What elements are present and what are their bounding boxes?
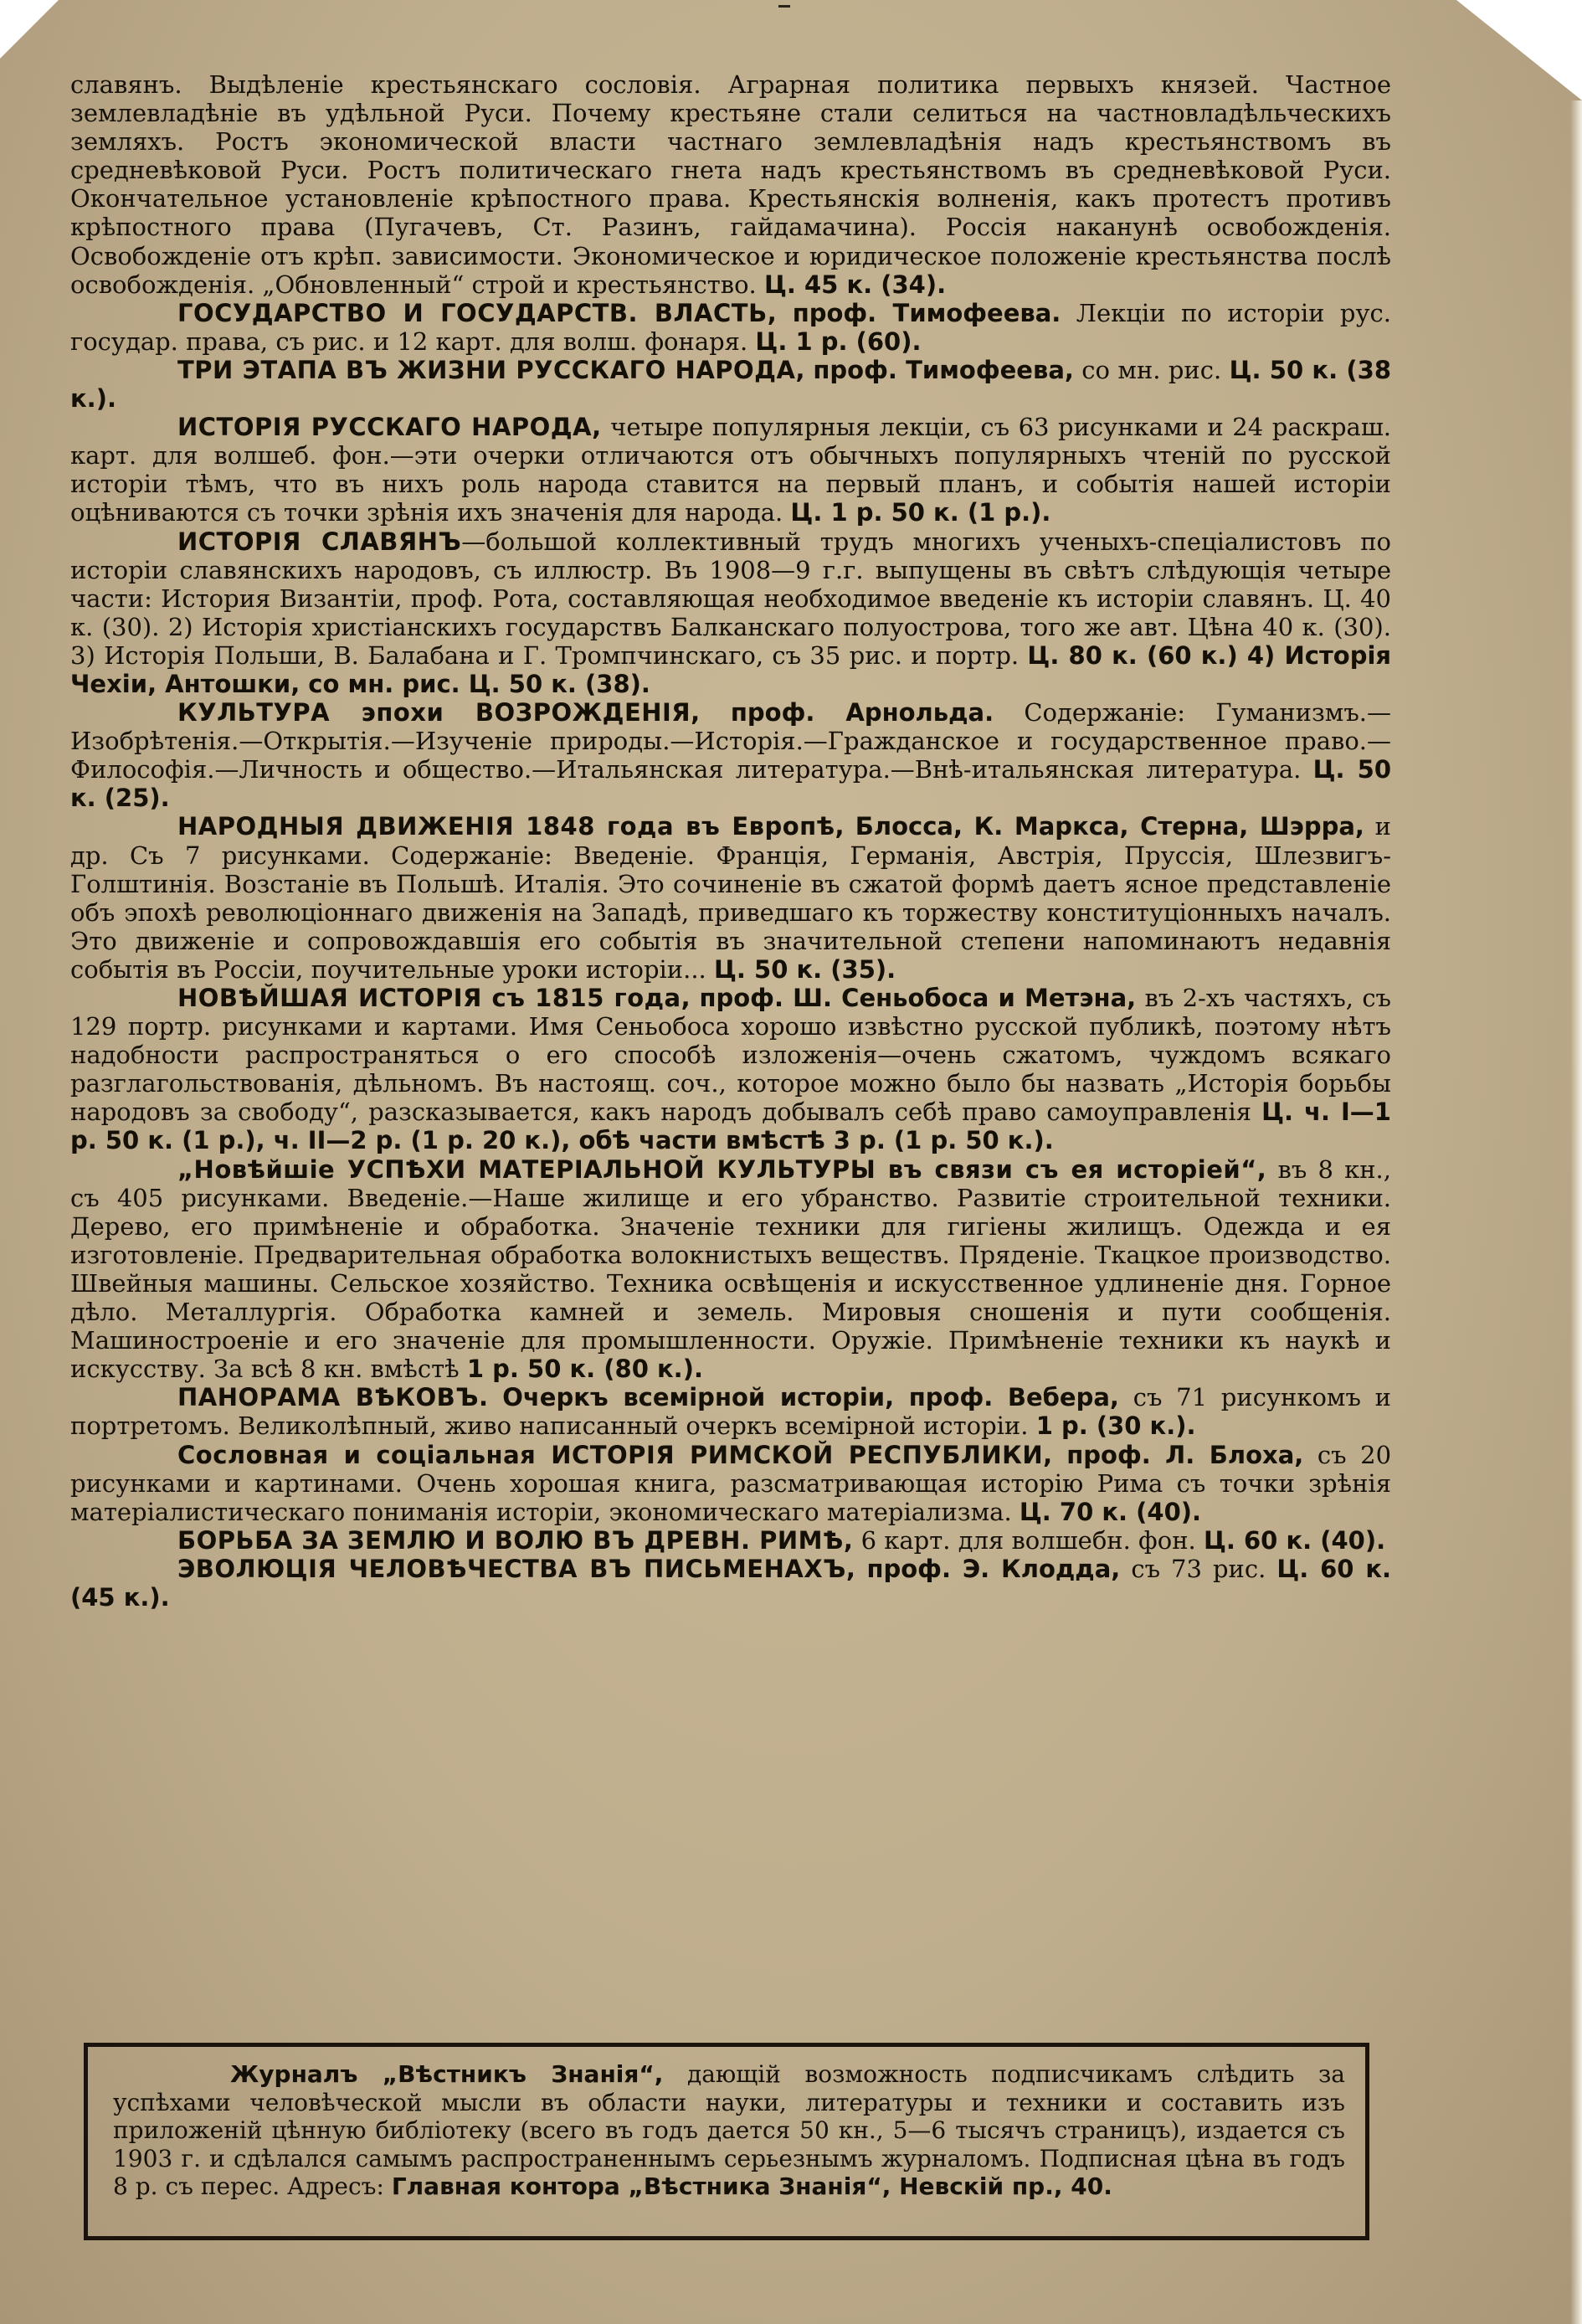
entry-title: ГОСУДАРСТВО И ГОСУДАРСТВ. ВЛАСТЬ, — [177, 298, 778, 327]
journal-notice — [113, 2060, 1345, 2201]
journal-address: Главная контора „Вѣстника Знанія“, Невскій пр., 40. — [391, 2172, 1112, 2200]
entry-land-struggle-rome — [70, 1526, 1391, 1555]
entry-author: проф. Л. Блоха, — [1066, 1440, 1304, 1469]
entry-roman-republic — [70, 1441, 1391, 1526]
entry-title: ИСТОРІЯ СЛАВЯНЪ — [177, 527, 462, 556]
entry-panorama-of-ages — [70, 1383, 1391, 1440]
entry-author: проф. Ш. Сеньобоса и Метэна, — [699, 984, 1137, 1012]
entry-author: проф. Арнольда. — [730, 698, 994, 728]
entry-price: 1 р. (30 к.). — [1035, 1411, 1196, 1441]
entry-three-stages — [70, 356, 1391, 413]
entry-price: Ц. 70 к. (40). — [1019, 1497, 1202, 1526]
page-edge — [1570, 100, 1582, 2324]
entry-title: БОРЬБА ЗА ЗЕМЛЮ И ВОЛЮ ВЪ ДРЕВН. РИМѢ, — [177, 1525, 854, 1555]
page-corner-left — [0, 0, 59, 59]
entry-slavs-history — [70, 527, 1391, 699]
entry-author: проф. Э. Клодда, — [866, 1554, 1121, 1583]
entry-price: Ц. 80 к. (60 к.) 4) Исторія Чехіи, Антошки, со мн. рис. Ц. 50 к. (38). — [70, 640, 1392, 698]
entry-description: въ 8 кн., съ 405 рисунками. Введеніе.—Наше жилище и его убранство. Развитіе строительной техники. Дерево, его примѣненіе и обработка. Значеніе техники для гигіены жилищъ. Одежда и ея изготовленіе. Предварительная обработка волокнистыхъ веществъ. Пряденіе. Ткацкое производство. Швейныя машины. Сельское хозяйство. Техника освѣщенія и искусственное удлиненіе дня. Горное дѣло. Металлургія. Обработка камней и земель. Мировыя сношенія и пути сообщенія. Машиностроеніе и его значеніе для промышленности. Оружіе. Примѣненіе техники къ наукѣ и искусству. За всѣ 8 кн. вмѣстѣ — [70, 1154, 1391, 1384]
intro-text: славянъ. Выдѣленіе крестьянскаго сословія. Аграрная политика первыхъ князей. Частное землевладѣніе въ удѣльной Руси. Почему крестьяне стали селиться на частновладѣльческихъ земляхъ. Ростъ экономической власти частнаго землевладѣнія надъ крестьянствомъ въ средневѣковой Руси. Ростъ политическаго гнета надъ крестьянствомъ въ средневѣковой Руси. Окончательное установленіе крѣпостного права. Крестьянскія волненія, какъ протестъ противъ крѣпостного права (Пугачевъ, Ст. Разинъ, гайдамачина). Россія наканунѣ освобожденія. Освобожденіе отъ крѣп. зависимости. Экономическое и юридическое положеніе крестьянства послѣ освобожденія. „Обновленный“ строй и крестьянство. — [70, 70, 1391, 299]
entry-title: ИСТОРІЯ РУССКАГО НАРОДА, — [177, 413, 602, 442]
entry-title: НОВѢЙШАЯ ИСТОРІЯ съ 1815 года, — [177, 984, 691, 1012]
entry-description: со мн. рис. — [1081, 355, 1222, 384]
entry-author: Очеркъ всемірной исторіи, проф. Вебера, — [502, 1383, 1119, 1412]
entry-modern-history — [70, 984, 1391, 1155]
entry-renaissance-culture — [70, 698, 1391, 812]
intro-price: Ц. 45 к. (34). — [763, 270, 947, 299]
entry-price: Ц. 1 р. (60). — [755, 326, 922, 356]
entry-description: съ 71 рисункомъ и портретомъ. Великолѣпный, живо написанный очеркъ всемірной исторіи. — [70, 1383, 1392, 1441]
journal-description: дающій возможность подписчикамъ слѣдить за успѣхами человѣческой мысли въ области науки, литературы и техники и составить изъ приложеній цѣнную библіотеку (всего въ годъ дается 50 кн., 5—6 тысячъ страницъ), издается съ 1903 г. и сдѣлался самымъ распространеннымъ серьезнымъ журналомъ. Подписная цѣна въ годъ 8 р. съ перес. Адресъ: — [113, 2060, 1345, 2200]
entry-description: Содержаніе: Гуманизмъ.—Изобрѣтенія.—Открытія.—Изученіе природы.—Исторія.—Гражданское и государственное право.—Философія.—Личность и общество.—Итальянская литература.—Внѣ-итальянская литература. — [70, 698, 1392, 784]
entry-title: КУЛЬТУРА эпохи ВОЗРОЖДЕНІЯ, — [177, 698, 701, 728]
entry-title: НАРОДНЫЯ ДВИЖЕНІЯ 1848 года въ Европѣ, — [177, 812, 845, 841]
page-corner-right — [1456, 0, 1582, 100]
entry-description: съ 73 рис. — [1131, 1554, 1266, 1583]
entry-price: Ц. 60 к. (40). — [1203, 1525, 1386, 1555]
entry-description: и др. Съ 7 рисунками. Содержаніе: Введеніе. Франція, Германія, Австрія, Пруссія, Шлезвигъ-Голштинія. Возстаніе въ Польшѣ. Италія. Это сочиненіе въ сжатой формѣ даетъ ясное представленіе объ эпохѣ революціоннаго движенія на Западѣ, приведшаго къ торжеству конституціонныхъ началъ. Это движеніе и сопровождавшія его событія въ значительной степени напоминаютъ недавнія событія въ Россіи, поучительные уроки исторіи... — [70, 812, 1391, 984]
entry-price: Ц. 60 к. (45 к.). — [70, 1554, 1392, 1612]
entry-title: Сословная и соціальная ИСТОРІЯ РИМСКОЙ РЕСПУБЛИКИ, — [177, 1440, 1053, 1469]
entry-description: съ 20 рисунками и картинами. Очень хорошая книга, разсматривающая исторію Рима съ точки зрѣнія матеріалистическаго пониманія исторіи, экономическаго матеріализма. — [70, 1440, 1392, 1526]
entry-price: Ц. 1 р. 50 к. (1 р.). — [790, 498, 1051, 527]
entry-price: Ц. 50 к. (38 к.). — [70, 355, 1391, 414]
journal-notice-box — [84, 2043, 1369, 2240]
entry-price: 1 р. 50 к. (80 к.). — [466, 1355, 703, 1384]
entry-title: ТРИ ЭТАПА ВЪ ЖИЗНИ РУССКАГО НАРОДА, — [177, 355, 805, 384]
entry-description: четыре популярныя лекціи, съ 63 рисунками и 24 раскраш. карт. для волшеб. фон.—эти очерки отличаются отъ обычныхъ популярныхъ чтеній по русской исторіи тѣмъ, что въ нихъ роль народа ставится на первый планъ, и событія нашей исторіи оцѣниваются съ точки зрѣнія ихъ значенія для народа. — [70, 413, 1391, 527]
entry-evolution-writing — [70, 1555, 1391, 1612]
entry-price: Ц. ч. I—1 р. 50 к. (1 р.), ч. II—2 р. (1 р. 20 к.), обѣ части вмѣстѣ 3 р. (1 р. 50 к.). — [70, 1098, 1391, 1155]
entry-description: 6 карт. для волшебн. фон. — [860, 1525, 1196, 1555]
top-mark — [778, 5, 790, 8]
journal-title: Журналъ „Вѣстникъ Знанія“, — [230, 2060, 664, 2088]
entry-author: проф. Тимофеева, — [813, 355, 1074, 384]
entry-description: —большой коллективный трудъ многихъ ученыхъ-спеціалистовъ по исторіи славянскихъ народовъ, съ иллюстр. Въ 1908—9 г.г. выпущены въ свѣтъ слѣдующія четыре части: История Византіи, проф. Рота, составляющая необходимое введеніе къ исторіи славянъ. Ц. 40 к. (30). 2) Исторія христіанскихъ государствъ Балканскаго полуострова, того же авт. Цѣна 40 к. (30). 3) Исторія Польши, В. Балабана и Г. Тромпчинскаго, съ 35 рис. и портр. — [70, 527, 1391, 670]
entry-author: Блосса, К. Маркса, Стерна, Шэрра, — [855, 812, 1364, 841]
entry-price: Ц. 50 к. (25). — [70, 755, 1392, 813]
entry-russian-people-history — [70, 413, 1391, 527]
entry-description: Лекціи по исторіи рус. государ. права, съ рис. и 12 карт. для волш. фонаря. — [70, 298, 1392, 356]
entry-title: „Новѣйшіе УСПѢХИ МАТЕРІАЛЬНОЙ КУЛЬТУРЫ въ связи съ ея исторіей“, — [177, 1154, 1267, 1184]
entry-1848-movements — [70, 812, 1391, 984]
intro-paragraph — [70, 70, 1391, 299]
entry-material-culture — [70, 1155, 1391, 1384]
entry-author: проф. Тимофеева. — [792, 298, 1061, 327]
catalog-text — [70, 70, 1391, 1612]
entry-price: Ц. 50 к. (35). — [714, 954, 896, 984]
entry-title: ПАНОРАМА ВѢКОВЪ. — [177, 1383, 489, 1412]
entry-title: ЭВОЛЮЦІЯ ЧЕЛОВѢЧЕСТВА ВЪ ПИСЬМЕНАХЪ, — [177, 1554, 856, 1583]
entry-state-power — [70, 299, 1391, 356]
entry-description: въ 2-хъ частяхъ, съ 129 портр. рисунками и картами. Имя Сеньобоса хорошо извѣстно русской публикѣ, поэтому нѣтъ надобности распространяться о его способѣ изложенія—очень сжатомъ, чуждомъ всякаго разглагольствованія, дѣльномъ. Въ настоящ. соч., которое можно было бы назвать „Исторія борьбы народовъ за свободу“, разсказывается, какъ народъ добывалъ себѣ право самоуправленія — [70, 984, 1392, 1127]
